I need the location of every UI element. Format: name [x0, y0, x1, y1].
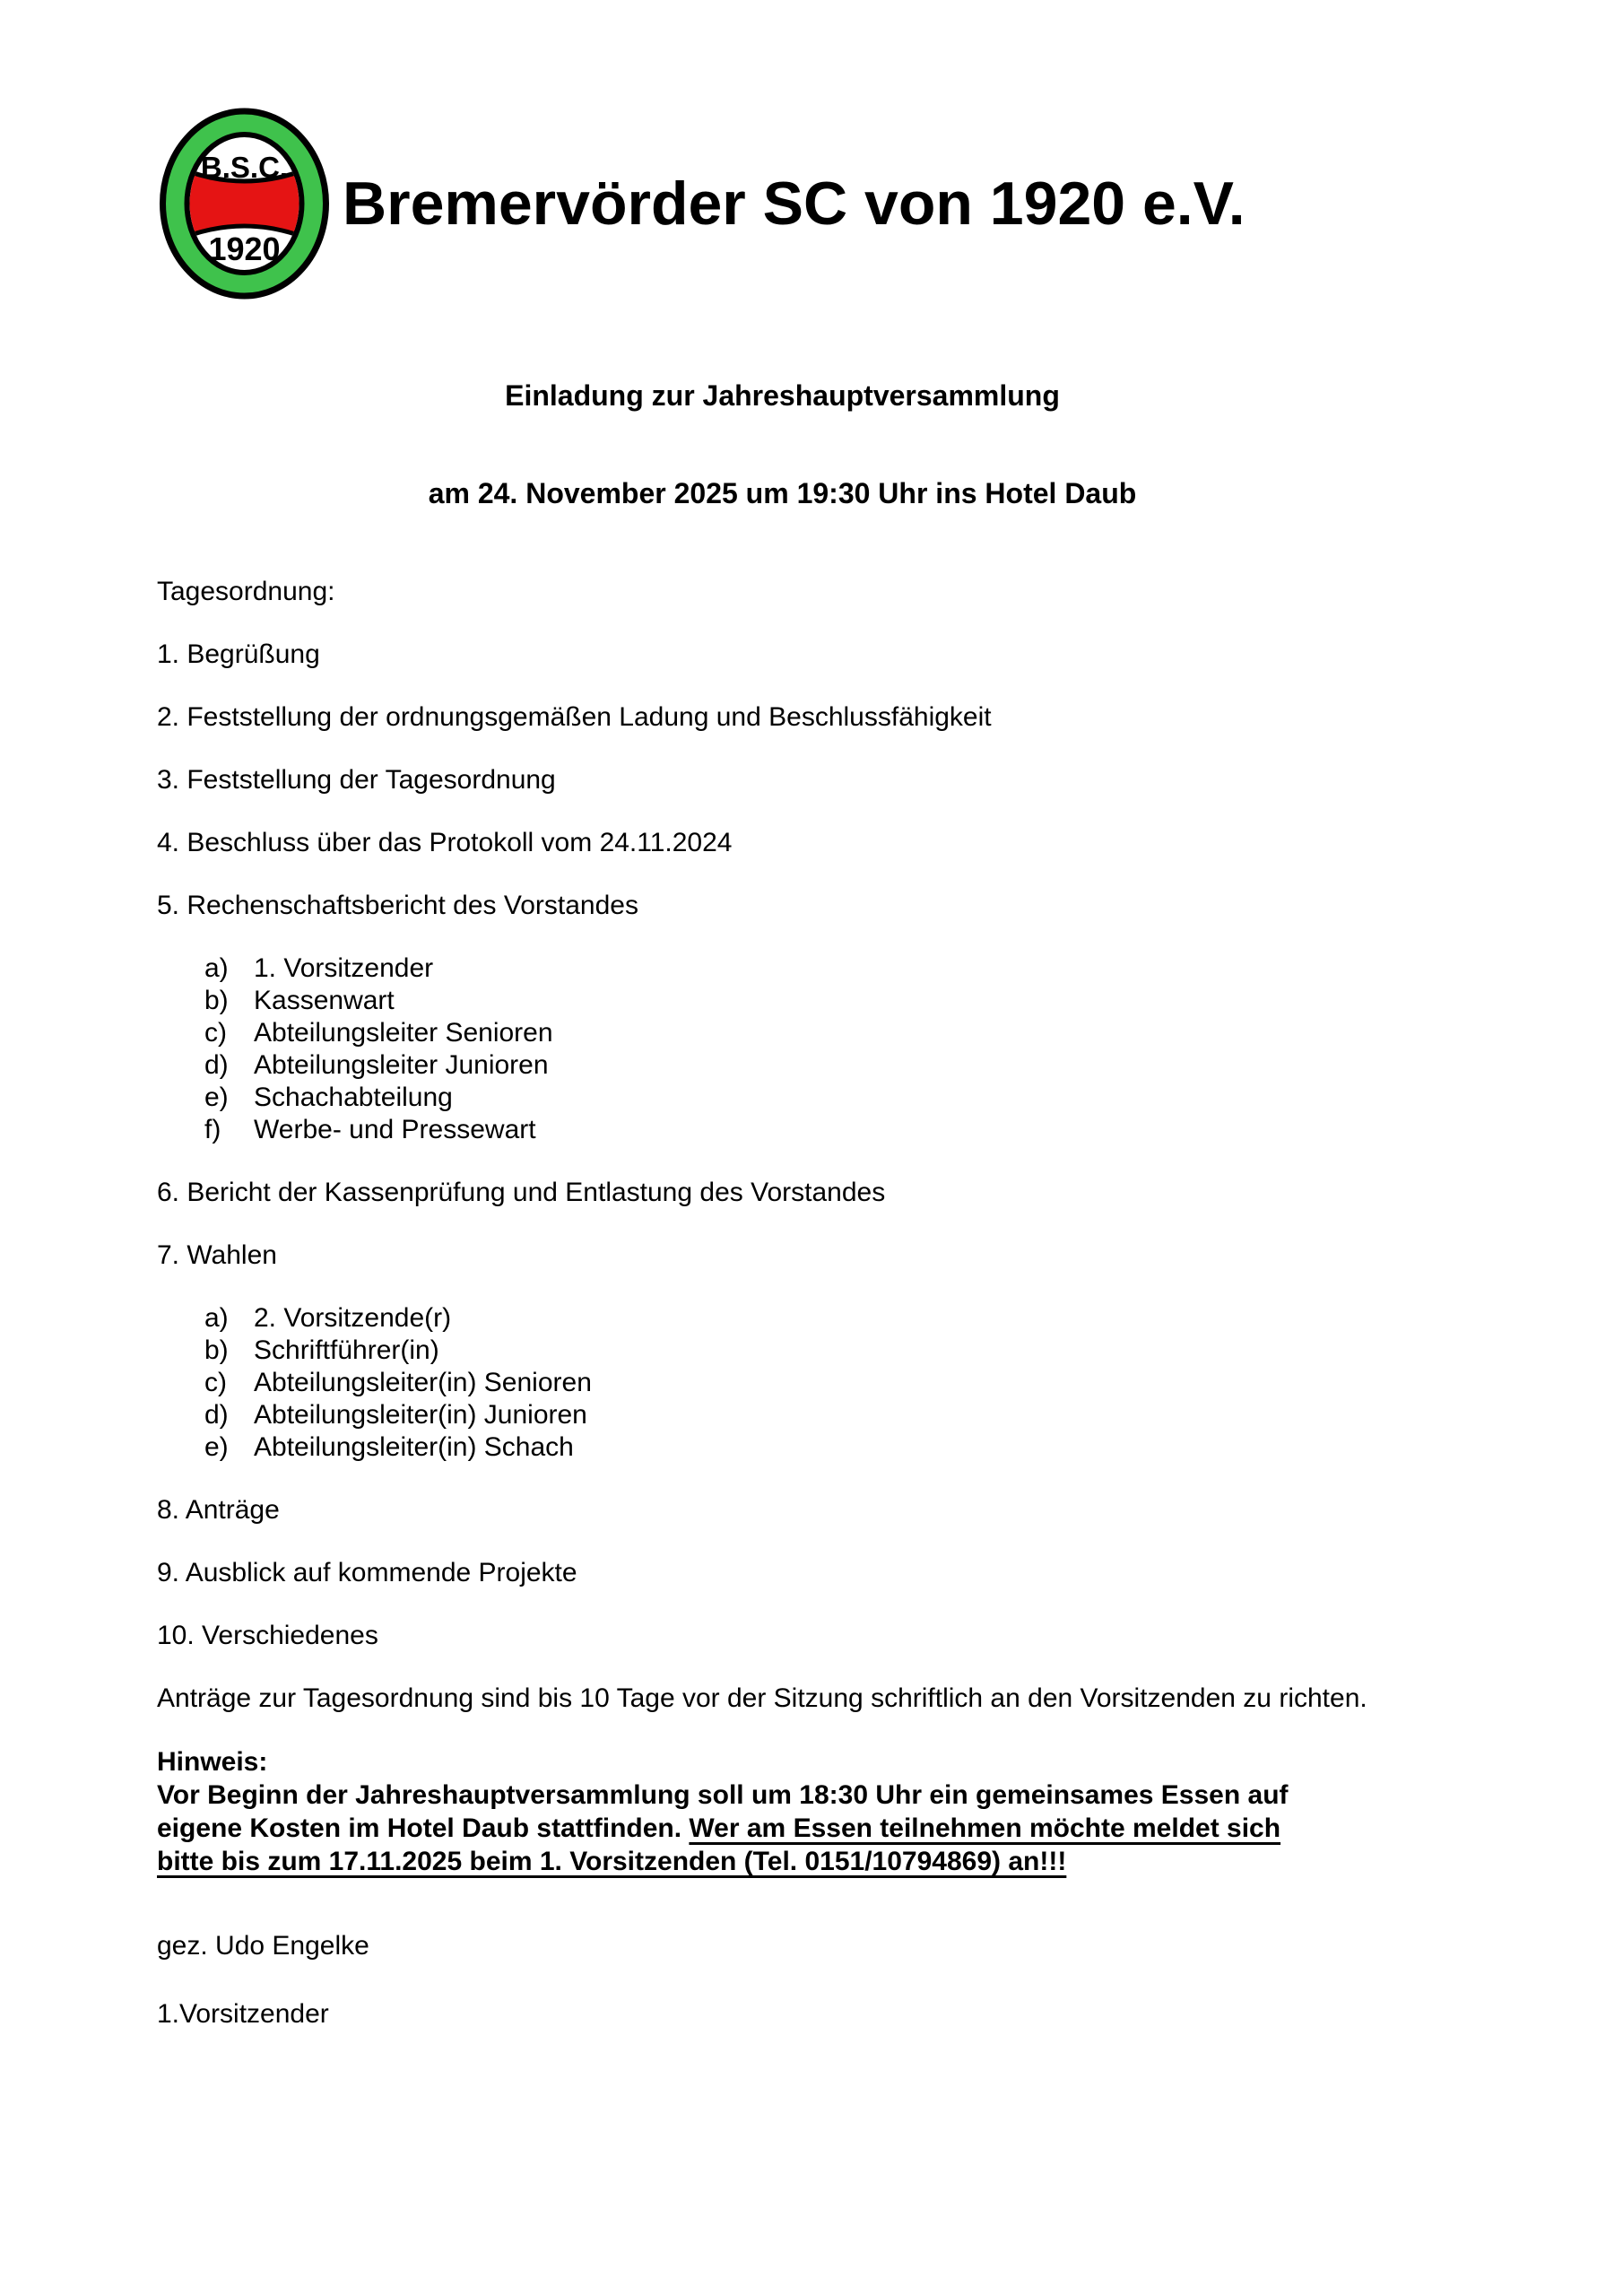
agenda-subitem: [204, 1114, 1408, 1146]
subitem-text: Werbe- und Pressewart: [254, 1115, 536, 1144]
agenda-item-10: 10. Verschiedenes: [157, 1621, 378, 1650]
subitem-text: Abteilungsleiter Junioren: [254, 1050, 549, 1080]
subitem-marker: d): [204, 1050, 229, 1080]
subitem-marker: f): [204, 1115, 221, 1144]
agenda-item-7-sublist: [157, 1302, 1408, 1464]
agenda-subitem: [204, 1017, 1408, 1049]
subitem-text: Abteilungsleiter(in) Schach: [254, 1432, 574, 1462]
subitem-marker: b): [204, 1335, 229, 1365]
subitem-text: Schriftführer(in): [254, 1335, 439, 1365]
notice-line-1: Vor Beginn der Jahreshauptversammlung soll um 18:30 Uhr ein gemeinsames Essen auf: [157, 1780, 1289, 1810]
agenda-item-2: 2. Feststellung der ordnungsgemäßen Ladung und Beschlussfähigkeit: [157, 702, 992, 732]
agenda-label: Tagesordnung:: [157, 577, 335, 606]
subitem-text: Kassenwart: [254, 986, 395, 1015]
subitem-marker: e): [204, 1432, 229, 1462]
subitem-marker: a): [204, 953, 229, 983]
notice-line-3-underlined: bitte bis zum 17.11.2025 beim 1. Vorsitzenden (Tel. 0151/10794869) an!!!: [157, 1847, 1067, 1876]
subitem-marker: c): [204, 1368, 227, 1397]
agenda-item-6: 6. Bericht der Kassenprüfung und Entlastung des Vorstandes: [157, 1178, 886, 1207]
agenda-subitem: [204, 952, 1408, 985]
subitem-text: 1. Vorsitzender: [254, 953, 434, 983]
agenda-item-9: 9. Ausblick auf kommende Projekte: [157, 1558, 577, 1587]
agenda-item-1: 1. Begrüßung: [157, 639, 320, 669]
subitem-marker: a): [204, 1303, 229, 1333]
agenda-subitem: [204, 985, 1408, 1017]
signature-name: gez. Udo Engelke: [157, 1931, 369, 1961]
notice-line-2-plain: eigene Kosten im Hotel Daub stattfinden.: [157, 1813, 690, 1843]
subitem-marker: c): [204, 1018, 227, 1048]
subitem-text: Abteilungsleiter Senioren: [254, 1018, 553, 1048]
subitem-marker: e): [204, 1083, 229, 1112]
agenda-section: [157, 576, 1408, 2031]
logo-abbr-text: B.S.C.: [200, 151, 289, 184]
masthead: [157, 106, 1408, 301]
agenda-subitem: [204, 1335, 1408, 1367]
subitem-text: 2. Vorsitzende(r): [254, 1303, 452, 1333]
agenda-subitem: [204, 1399, 1408, 1431]
agenda-item-8: 8. Anträge: [157, 1495, 280, 1525]
invitation-title: Einladung zur Jahreshauptversammlung: [505, 379, 1060, 412]
notice-block: [157, 1745, 1408, 1878]
agenda-item-4: 4. Beschluss über das Protokoll vom 24.11.2024: [157, 828, 733, 857]
agenda-subitem: [204, 1367, 1408, 1399]
agenda-subitem: [204, 1431, 1408, 1464]
signature-role: 1.Vorsitzender: [157, 1999, 329, 2029]
agenda-item-7: 7. Wahlen: [157, 1240, 277, 1270]
subitem-text: Abteilungsleiter(in) Junioren: [254, 1400, 587, 1430]
agenda-subitem: [204, 1302, 1408, 1335]
event-date-line: am 24. November 2025 um 19:30 Uhr ins Hotel Daub: [428, 477, 1137, 509]
club-logo-icon: [157, 106, 332, 301]
subitem-marker: d): [204, 1400, 229, 1430]
notice-label: Hinweis:: [157, 1747, 268, 1777]
subitem-text: Schachabteilung: [254, 1083, 453, 1112]
agenda-item-5: 5. Rechenschaftsbericht des Vorstandes: [157, 891, 638, 920]
notice-line-2: [157, 1812, 1408, 1845]
subitem-text: Abteilungsleiter(in) Senioren: [254, 1368, 592, 1397]
closing-paragraph: Anträge zur Tagesordnung sind bis 10 Tage vor der Sitzung schriftlich an den Vorsitzenden zu richten.: [157, 1683, 1367, 1713]
logo-year-text: 1920: [208, 230, 281, 267]
agenda-item-5-sublist: [157, 952, 1408, 1146]
notice-line-2-underlined: Wer am Essen teilnehmen möchte meldet sich: [689, 1813, 1281, 1843]
agenda-item-3: 3. Feststellung der Tagesordnung: [157, 765, 556, 795]
document-headings: [157, 378, 1408, 510]
agenda-subitem: [204, 1049, 1408, 1082]
club-name: Bremervörder SC von 1920 e.V.: [343, 170, 1245, 238]
subitem-marker: b): [204, 986, 229, 1015]
agenda-subitem: [204, 1082, 1408, 1114]
